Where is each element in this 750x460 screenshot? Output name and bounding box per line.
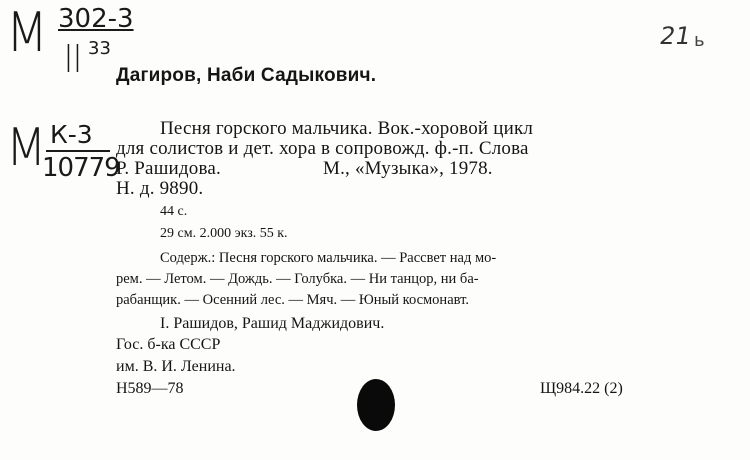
plate-number: Н. д. 9890.: [116, 178, 204, 199]
corner-number: 21: [657, 22, 694, 50]
call-superscript-top: 33: [88, 38, 111, 59]
punch-hole: [357, 379, 395, 431]
call-numerator-mid: К-3: [50, 120, 93, 149]
contents-note: Содерж.: Песня горского мальчика. — Рассвет над мо-: [160, 250, 497, 266]
imprint: М., «Музыка», 1978.: [323, 158, 493, 179]
call-letter-top: М: [6, 1, 48, 64]
added-entry: I. Рашидов, Рашид Маджидович.: [160, 315, 385, 332]
contents-note: рем. — Летом. — Дождь. — Голубка. — Ни танцор, ни ба-: [116, 271, 479, 287]
contents-note: рабанщик. — Осенний лес. — Мяч. — Юный космонавт.: [116, 292, 469, 308]
pages: 44 с.: [160, 204, 188, 219]
size-run-price: 29 см. 2.000 экз. 55 к.: [160, 226, 288, 241]
title-line: Р. Рашидова.: [116, 158, 221, 179]
title-line: Песня горского мальчика. Вок.-хоровой цикл: [160, 118, 534, 139]
card-number: Н589—78: [116, 380, 184, 397]
library-name: им. В. И. Ленина.: [116, 358, 236, 375]
call-fraction-rule: [46, 150, 110, 152]
call-denominator-mid: 10779: [42, 153, 120, 183]
call-numerator-top: 302-3: [58, 4, 134, 34]
library-name: Гос. б-ка СССР: [116, 336, 221, 353]
title-line: для солистов и дет. хора в сопровожд. ф.-п. Слова: [116, 138, 529, 159]
classification-number: Щ984.22 (2): [540, 380, 623, 397]
call-letter-mid: М: [6, 118, 47, 178]
corner-mark: ь: [694, 30, 705, 51]
call-denominator-top: II: [64, 37, 82, 81]
author-heading: Дагиров, Наби Садыкович.: [116, 65, 377, 86]
